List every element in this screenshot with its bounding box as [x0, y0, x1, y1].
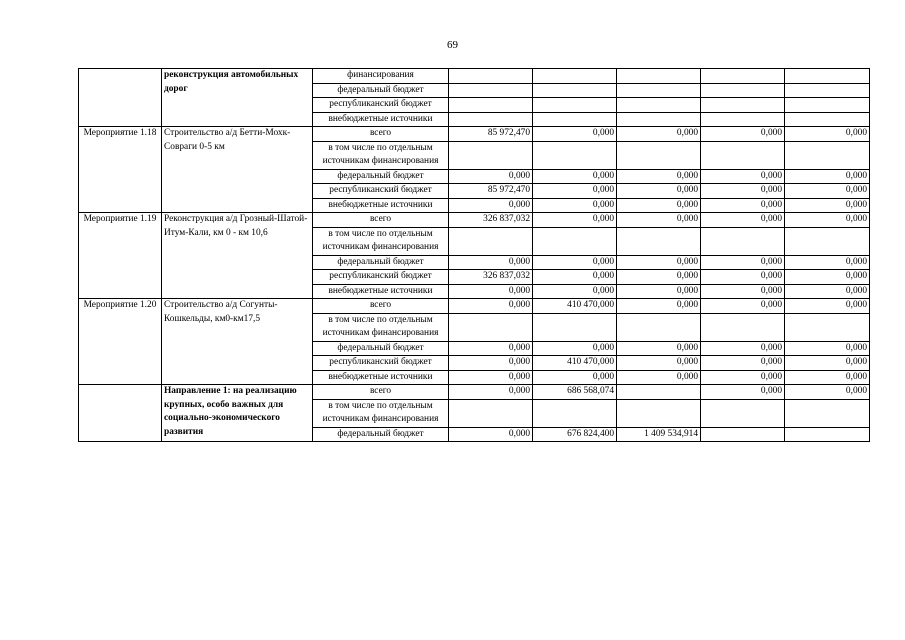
amount-cell	[617, 313, 701, 341]
amount-cell: 0,000	[785, 127, 870, 142]
amount-cell	[617, 69, 701, 84]
amount-cell	[701, 69, 785, 84]
table-row	[79, 385, 870, 400]
funding-source-cell: всего	[313, 213, 449, 228]
amount-cell	[785, 69, 870, 84]
amount-cell: 0,000	[617, 370, 701, 385]
amount-cell	[701, 227, 785, 255]
amount-cell: 0,000	[617, 255, 701, 270]
amount-cell	[533, 141, 617, 169]
funding-source-cell: в том числе по отдельным источникам финансирования	[313, 399, 449, 427]
amount-cell: 0,000	[449, 284, 533, 299]
activity-cell	[79, 69, 162, 127]
amount-cell	[785, 427, 870, 442]
amount-cell: 0,000	[617, 169, 701, 184]
amount-cell	[533, 112, 617, 127]
amount-cell	[701, 313, 785, 341]
amount-cell: 0,000	[533, 184, 617, 199]
amount-cell	[449, 83, 533, 98]
amount-cell: 0,000	[533, 255, 617, 270]
activity-cell: Мероприятие 1.20	[79, 299, 162, 385]
amount-cell: 410 470,000	[533, 299, 617, 314]
amount-cell	[617, 385, 701, 400]
amount-cell: 676 824,400	[533, 427, 617, 442]
amount-cell: 0,000	[617, 356, 701, 371]
amount-cell	[785, 112, 870, 127]
amount-cell: 0,000	[785, 299, 870, 314]
table-row	[79, 299, 870, 314]
amount-cell: 0,000	[617, 198, 701, 213]
amount-cell: 0,000	[533, 169, 617, 184]
amount-cell: 0,000	[449, 370, 533, 385]
funding-source-cell: внебюджетные источники	[313, 370, 449, 385]
amount-cell: 0,000	[449, 427, 533, 442]
amount-cell: 0,000	[785, 284, 870, 299]
measure-name-cell: реконструкция автомобильных дорог	[162, 69, 313, 127]
funding-source-cell: в том числе по отдельным источникам финансирования	[313, 313, 449, 341]
amount-cell: 0,000	[449, 299, 533, 314]
measure-name-cell: Направление 1: на реализацию крупных, особо важных для социально-экономического развития	[162, 385, 313, 442]
funding-source-cell: всего	[313, 385, 449, 400]
amount-cell: 0,000	[617, 341, 701, 356]
funding-source-cell: всего	[313, 299, 449, 314]
funding-source-cell: республиканский бюджет	[313, 356, 449, 371]
amount-cell	[701, 427, 785, 442]
amount-cell: 686 568,074	[533, 385, 617, 400]
amount-cell: 0,000	[449, 385, 533, 400]
amount-cell: 0,000	[785, 385, 870, 400]
funding-source-cell: внебюджетные источники	[313, 198, 449, 213]
amount-cell	[533, 98, 617, 113]
amount-cell	[449, 98, 533, 113]
amount-cell	[785, 141, 870, 169]
amount-cell: 0,000	[785, 169, 870, 184]
amount-cell	[617, 399, 701, 427]
amount-cell: 0,000	[785, 370, 870, 385]
table-row	[79, 213, 870, 228]
amount-cell: 0,000	[617, 270, 701, 285]
amount-cell	[533, 313, 617, 341]
page-number: 69	[447, 39, 458, 51]
amount-cell	[701, 98, 785, 113]
amount-cell	[785, 227, 870, 255]
amount-cell	[701, 141, 785, 169]
amount-cell: 85 972,470	[449, 127, 533, 142]
activity-cell	[79, 385, 162, 442]
amount-cell: 0,000	[701, 255, 785, 270]
amount-cell	[449, 227, 533, 255]
amount-cell: 0,000	[617, 184, 701, 199]
amount-cell: 0,000	[617, 284, 701, 299]
funding-source-cell: республиканский бюджет	[313, 184, 449, 199]
amount-cell: 0,000	[617, 127, 701, 142]
funding-source-cell: в том числе по отдельным источникам финансирования	[313, 227, 449, 255]
amount-cell	[617, 83, 701, 98]
activity-cell: Мероприятие 1.19	[79, 213, 162, 299]
amount-cell: 0,000	[785, 341, 870, 356]
measure-name-cell: Строительство а/д Бетти-Мохк-Совраги 0-5 км	[162, 127, 313, 213]
funding-source-cell: внебюджетные источники	[313, 284, 449, 299]
amount-cell: 0,000	[701, 341, 785, 356]
amount-cell: 0,000	[701, 127, 785, 142]
amount-cell: 0,000	[701, 284, 785, 299]
amount-cell: 0,000	[701, 270, 785, 285]
funding-source-cell: федеральный бюджет	[313, 255, 449, 270]
amount-cell	[533, 83, 617, 98]
amount-cell: 0,000	[533, 270, 617, 285]
amount-cell	[785, 83, 870, 98]
funding-source-cell: федеральный бюджет	[313, 169, 449, 184]
amount-cell: 0,000	[701, 356, 785, 371]
amount-cell: 0,000	[449, 356, 533, 371]
amount-cell: 0,000	[785, 255, 870, 270]
table-row	[79, 69, 870, 84]
amount-cell: 0,000	[701, 370, 785, 385]
amount-cell	[701, 83, 785, 98]
amount-cell: 0,000	[533, 341, 617, 356]
amount-cell: 0,000	[449, 169, 533, 184]
amount-cell: 0,000	[785, 184, 870, 199]
amount-cell: 0,000	[617, 299, 701, 314]
amount-cell: 0,000	[449, 341, 533, 356]
amount-cell: 0,000	[533, 284, 617, 299]
financing-table	[78, 68, 870, 442]
activity-cell: Мероприятие 1.18	[79, 127, 162, 213]
amount-cell	[701, 399, 785, 427]
amount-cell: 0,000	[701, 213, 785, 228]
table-row	[79, 127, 870, 142]
amount-cell	[785, 98, 870, 113]
funding-source-cell: всего	[313, 127, 449, 142]
amount-cell: 0,000	[785, 198, 870, 213]
amount-cell: 1 409 534,914	[617, 427, 701, 442]
amount-cell: 0,000	[533, 370, 617, 385]
amount-cell: 0,000	[785, 356, 870, 371]
funding-source-cell: федеральный бюджет	[313, 341, 449, 356]
amount-cell	[449, 112, 533, 127]
funding-source-cell: республиканский бюджет	[313, 98, 449, 113]
amount-cell	[449, 399, 533, 427]
amount-cell: 326 837,032	[449, 270, 533, 285]
amount-cell	[617, 112, 701, 127]
amount-cell	[533, 227, 617, 255]
amount-cell	[617, 98, 701, 113]
amount-cell	[785, 313, 870, 341]
amount-cell: 0,000	[449, 255, 533, 270]
amount-cell: 0,000	[533, 198, 617, 213]
amount-cell	[785, 399, 870, 427]
amount-cell: 85 972,470	[449, 184, 533, 199]
funding-source-cell: федеральный бюджет	[313, 83, 449, 98]
amount-cell: 0,000	[533, 127, 617, 142]
amount-cell: 410 470,000	[533, 356, 617, 371]
amount-cell	[449, 69, 533, 84]
amount-cell: 0,000	[701, 385, 785, 400]
amount-cell	[533, 399, 617, 427]
funding-source-cell: федеральный бюджет	[313, 427, 449, 442]
amount-cell: 0,000	[617, 213, 701, 228]
amount-cell: 0,000	[785, 213, 870, 228]
amount-cell: 0,000	[449, 198, 533, 213]
funding-source-cell: финансирования	[313, 69, 449, 84]
amount-cell	[533, 69, 617, 84]
amount-cell	[617, 227, 701, 255]
amount-cell	[701, 112, 785, 127]
amount-cell	[617, 141, 701, 169]
amount-cell	[449, 313, 533, 341]
amount-cell: 326 837,032	[449, 213, 533, 228]
amount-cell	[449, 141, 533, 169]
funding-source-cell: внебюджетные источники	[313, 112, 449, 127]
amount-cell: 0,000	[701, 184, 785, 199]
amount-cell: 0,000	[533, 213, 617, 228]
funding-source-cell: республиканский бюджет	[313, 270, 449, 285]
amount-cell: 0,000	[701, 299, 785, 314]
measure-name-cell: Строительство а/д Согунты-Кошкельды, км0-км17,5	[162, 299, 313, 385]
measure-name-cell: Реконструкция а/д Грозный-Шатой-Итум-Кали, км 0 - км 10,6	[162, 213, 313, 299]
amount-cell: 0,000	[701, 198, 785, 213]
amount-cell: 0,000	[701, 169, 785, 184]
funding-source-cell: в том числе по отдельным источникам финансирования	[313, 141, 449, 169]
amount-cell: 0,000	[785, 270, 870, 285]
